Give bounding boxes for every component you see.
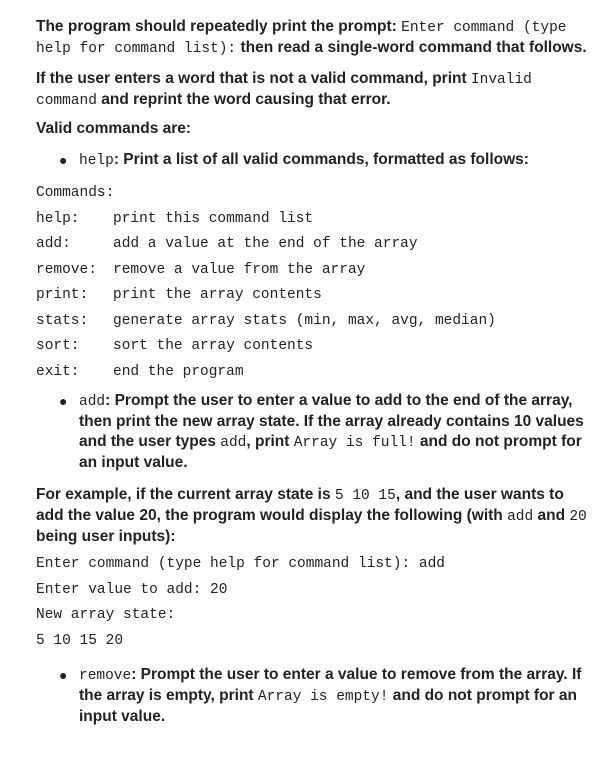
text: : Print a list of all valid commands, formatted as follows: xyxy=(113,151,529,168)
bullet-add xyxy=(36,391,594,473)
example-paragraph xyxy=(36,485,594,547)
code-line: New array state: xyxy=(36,607,176,623)
valid-commands-heading: Valid commands are: xyxy=(36,120,192,137)
code-line xyxy=(36,258,594,284)
code-inline: add xyxy=(220,435,247,451)
code-inline: Enter command (type help for command list): xyxy=(36,20,567,57)
command-name: help: xyxy=(36,210,80,227)
command-name: remove: xyxy=(36,261,97,278)
text: : Prompt the user to enter a value to add to the end of the array, then print the new array state. If the array already contains 10 values and the user types xyxy=(79,392,584,450)
text: , print xyxy=(246,433,294,450)
text: , and the user wants to add the value 20, the program would display the following (with xyxy=(36,486,564,524)
code-line: Commands: xyxy=(36,185,115,201)
code-line: Enter command (type help for command list): add xyxy=(36,556,445,572)
code-inline: help xyxy=(79,153,114,169)
command-name: print: xyxy=(36,287,89,303)
code-inline: add xyxy=(507,509,534,525)
text: The program should repeatedly print the prompt: xyxy=(36,18,402,35)
code-line: Enter value to add: 20 xyxy=(36,581,228,598)
command-desc: print the array contents xyxy=(113,287,322,303)
bullet-dot-icon: ● xyxy=(59,667,68,683)
text: and xyxy=(533,507,570,524)
code-line: 5 10 15 20 xyxy=(36,632,124,649)
text: : Prompt the user to enter a value to remove from the array. If the array is empty, print xyxy=(79,666,582,704)
code-inline: 5 10 15 xyxy=(334,488,396,504)
command-name: add: xyxy=(36,236,71,252)
command-desc: generate array stats (min, max, avg, median) xyxy=(113,312,496,329)
example-code-block xyxy=(36,552,594,654)
code-line xyxy=(36,360,594,386)
text: For example, if the current array state is xyxy=(36,486,335,503)
code-inline: Array is full! xyxy=(293,435,416,451)
code-inline: Invalid command xyxy=(36,72,532,109)
bullet-help xyxy=(36,150,594,171)
code-inline: remove xyxy=(79,668,132,684)
command-name: stats: xyxy=(36,312,89,329)
command-name: exit: xyxy=(36,363,80,380)
code-line xyxy=(36,232,594,258)
command-desc: remove a value from the array xyxy=(113,261,366,278)
code-inline: add xyxy=(79,394,106,410)
command-desc: print this command list xyxy=(113,210,314,227)
command-desc: add a value at the end of the array xyxy=(113,236,418,252)
code-line xyxy=(36,207,594,233)
code-inline: 20 xyxy=(569,509,587,525)
command-desc: end the program xyxy=(113,363,244,380)
code-line xyxy=(36,309,594,335)
text: and do not prompt for an input value. xyxy=(79,687,577,725)
command-desc: sort the array contents xyxy=(113,338,314,354)
bullet-dot-icon: ● xyxy=(59,152,68,168)
commands-code-block xyxy=(36,181,594,385)
command-name: sort: xyxy=(36,338,80,354)
bullet-dot-icon: ● xyxy=(59,393,68,409)
text: being user inputs): xyxy=(36,528,176,545)
code-line xyxy=(36,283,594,309)
bullet-remove xyxy=(36,665,594,727)
text: and do not prompt for an input value. xyxy=(79,433,582,471)
text: then read a single-word command that follows. xyxy=(236,39,587,56)
prompt-paragraph xyxy=(36,17,594,59)
code-line xyxy=(36,334,594,360)
text: If the user enters a word that is not a valid command, print xyxy=(36,70,471,87)
code-inline: Array is empty! xyxy=(257,689,389,705)
invalid-paragraph xyxy=(36,69,594,111)
text: and reprint the word causing that error. xyxy=(96,91,391,108)
